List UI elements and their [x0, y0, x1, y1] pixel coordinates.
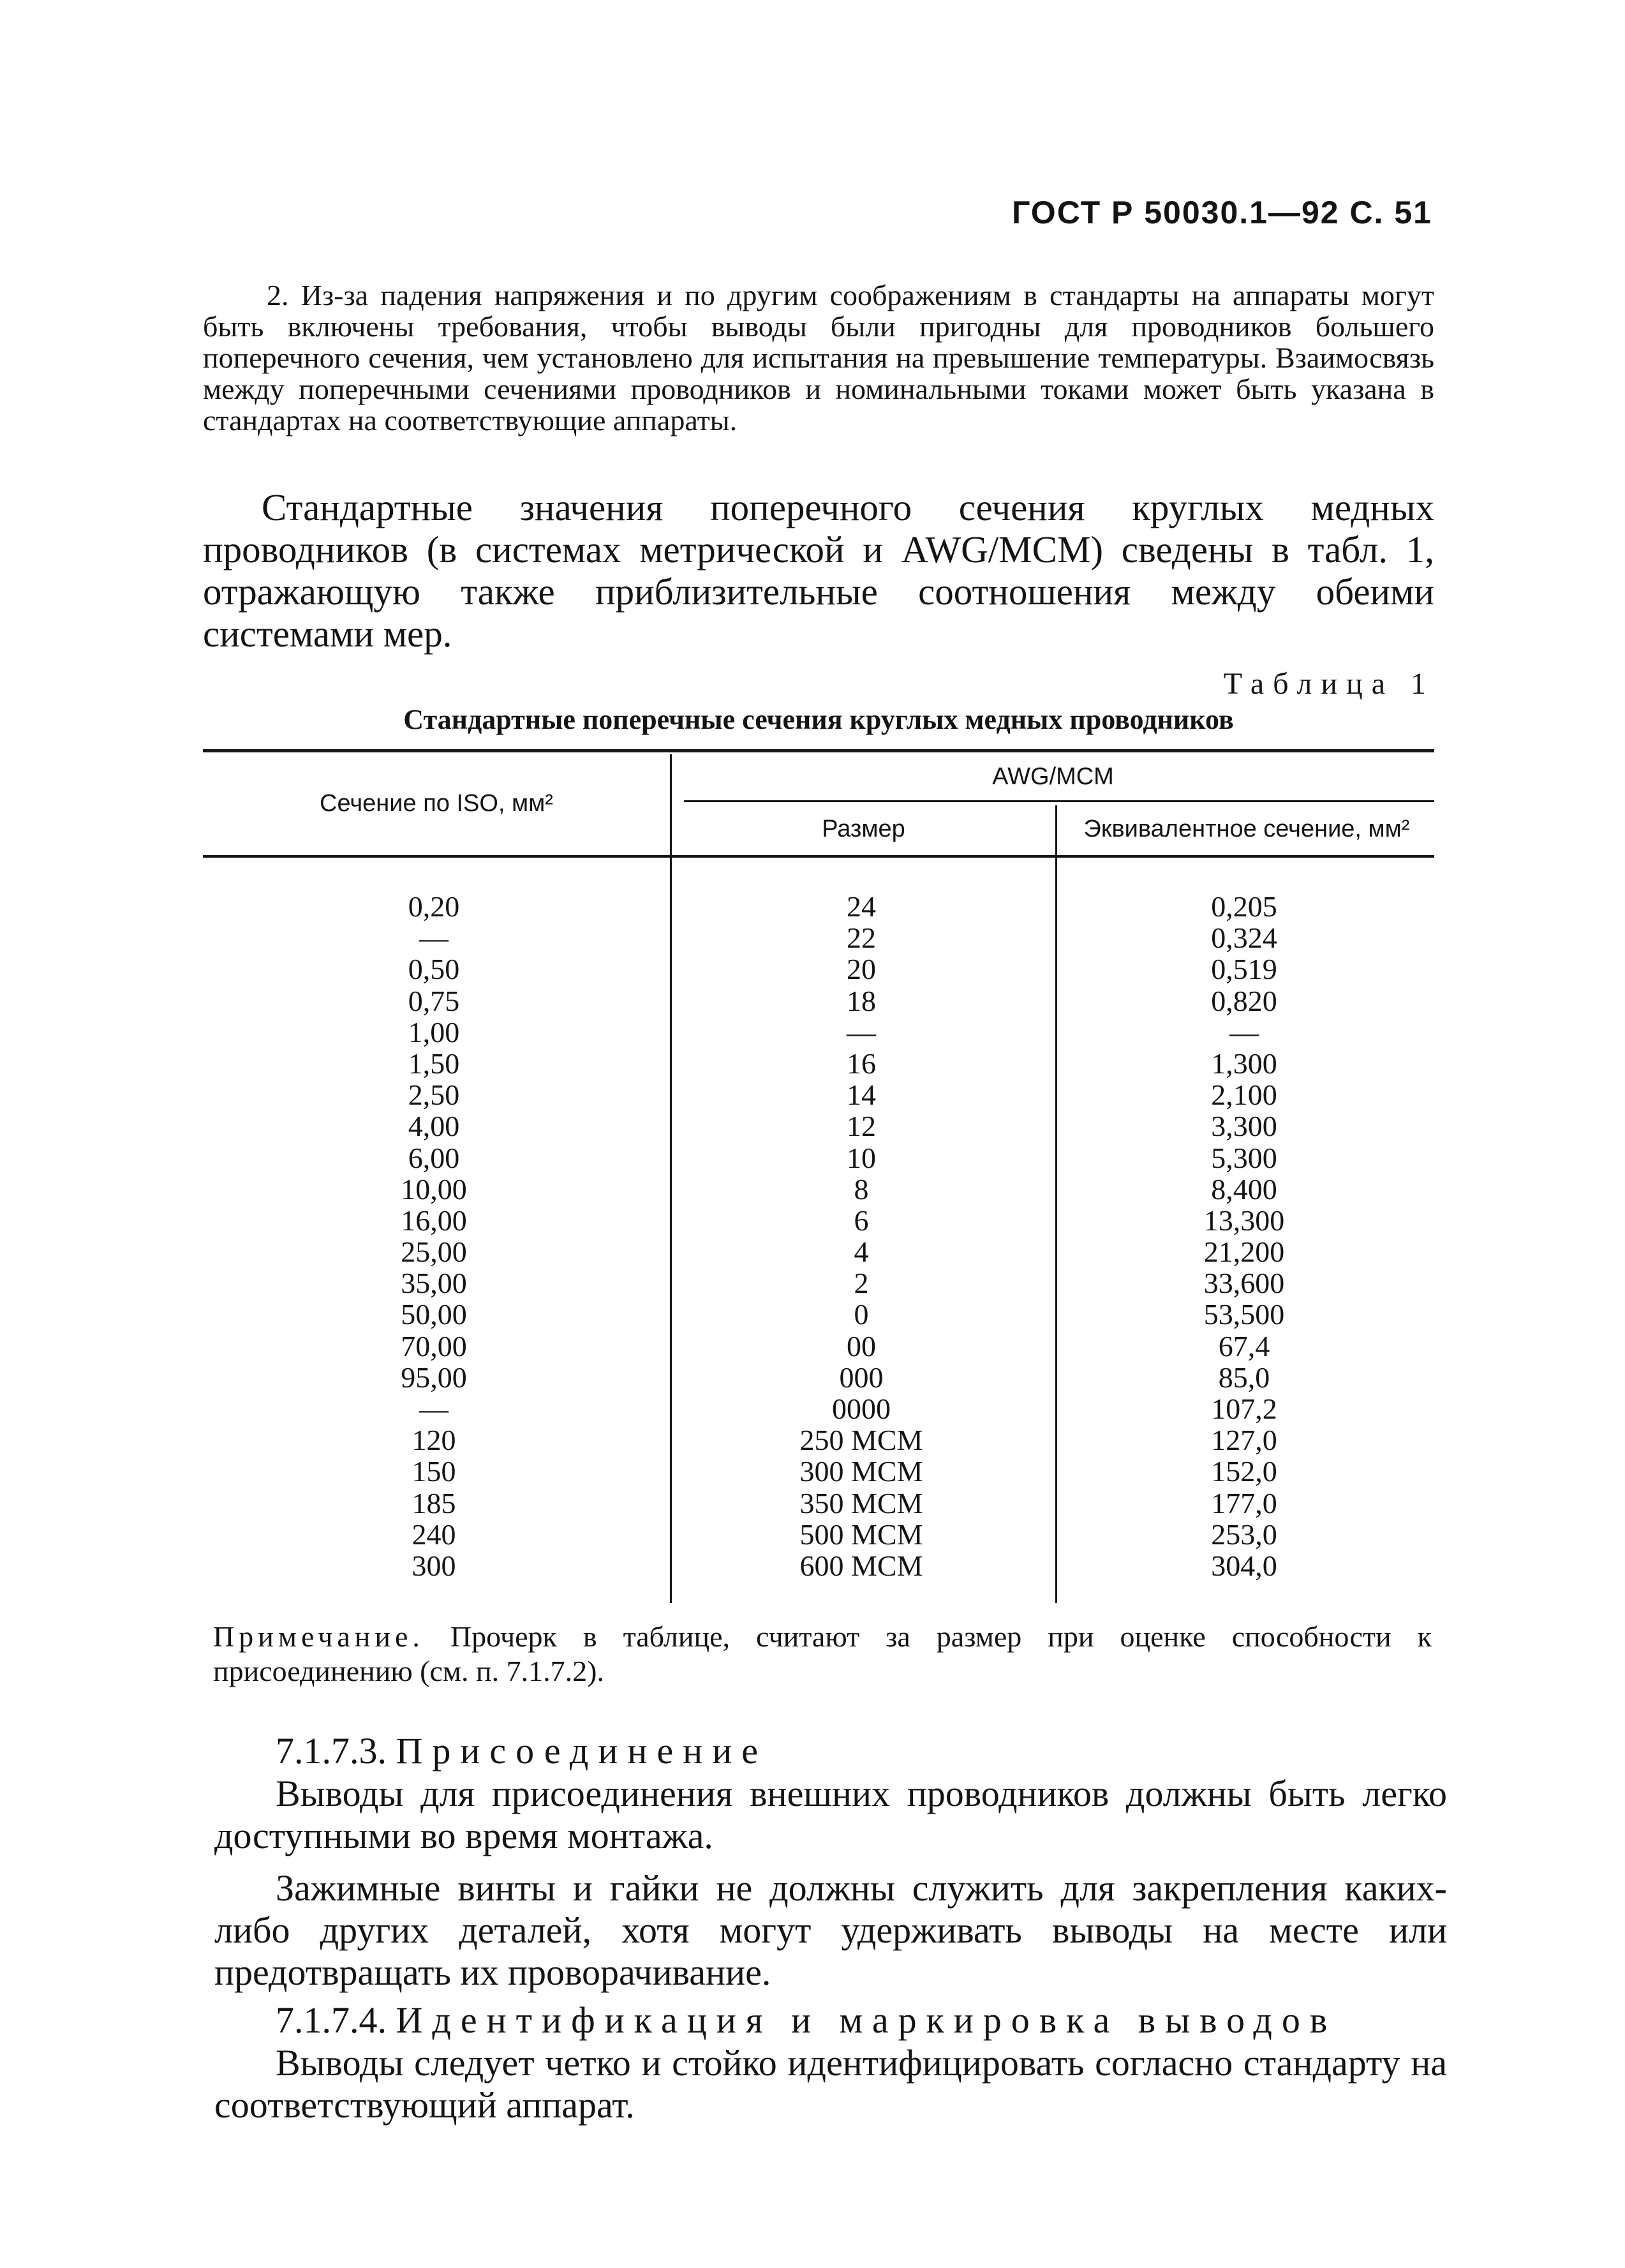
- cell-equivalent: 0,519: [1211, 953, 1277, 986]
- table-top-rule: [203, 749, 1434, 752]
- cell-equivalent: 53,500: [1203, 1298, 1285, 1331]
- header-equivalent-section: Эквивалентное сечение, мм²: [1083, 816, 1410, 842]
- cell-equivalent: 0,820: [1211, 984, 1277, 1017]
- cell-iso: 1,00: [408, 1015, 460, 1048]
- cell-awg-size: 250 MCM: [799, 1424, 923, 1457]
- table-number-label: Таблица 1: [1223, 667, 1435, 701]
- table-note-text: Прочерк в таблице, считают за размер при оценке способности к присоединению (см. п. 7.1.7.2).: [213, 1620, 1432, 1687]
- cell-iso: 95,00: [401, 1361, 467, 1394]
- cell-iso: —: [419, 1392, 449, 1425]
- cell-equivalent: 253,0: [1211, 1518, 1277, 1551]
- cell-equivalent: 13,300: [1203, 1204, 1285, 1237]
- cell-equivalent: 1,300: [1211, 1047, 1277, 1080]
- cell-equivalent: 2,100: [1211, 1078, 1277, 1112]
- cell-awg-size: 300 MCM: [799, 1455, 923, 1488]
- section-7-1-7-3-paragraph-2: [214, 1867, 1447, 1994]
- document-header-code: ГОСТ Р 50030.1—92 С. 51: [1012, 195, 1432, 230]
- cell-awg-size: 350 MCM: [799, 1486, 923, 1519]
- cell-equivalent: 33,600: [1203, 1267, 1285, 1300]
- cell-equivalent: 5,300: [1211, 1141, 1277, 1174]
- note-paragraph: [203, 280, 1434, 436]
- cell-awg-size: 18: [847, 984, 876, 1017]
- cell-awg-size: 20: [847, 953, 876, 986]
- cell-awg-size: —: [847, 1015, 876, 1048]
- section-title-7-1-7-3: [276, 1729, 768, 1772]
- cell-equivalent: 85,0: [1218, 1361, 1270, 1394]
- cell-iso: 10,00: [401, 1172, 467, 1205]
- cell-awg-size: 22: [847, 921, 876, 955]
- section-number: 7.1.7.3.: [276, 1730, 387, 1772]
- cell-equivalent: 0,205: [1211, 890, 1277, 923]
- cell-equivalent: 0,324: [1211, 921, 1277, 955]
- cell-awg-size: 0000: [832, 1392, 891, 1425]
- cell-equivalent: 152,0: [1211, 1455, 1277, 1488]
- cell-iso: 50,00: [401, 1298, 467, 1331]
- cell-awg-size: 10: [847, 1141, 876, 1174]
- cell-awg-size: 000: [839, 1361, 884, 1394]
- intro-text: Стандартные значения поперечного сечения круглых медных проводников (в системах метрической и AWG/MCM) сведены в табл. 1, отражающую также приблизительные соотношения между обеими системами мер.: [203, 486, 1434, 655]
- table-column-divider-1: [670, 754, 672, 1603]
- header-awg-mcm: AWG/MCM: [992, 763, 1114, 790]
- cell-iso: 0,20: [408, 890, 460, 923]
- cell-equivalent: 67,4: [1218, 1329, 1270, 1362]
- cell-awg-size: 6: [854, 1204, 869, 1237]
- table-column-divider-2: [1055, 805, 1057, 1603]
- intro-paragraph: [203, 486, 1434, 655]
- cell-iso: 16,00: [401, 1204, 467, 1237]
- paragraph-text: Выводы для присоединения внешних проводников должны быть легко доступными во время монтажа.: [214, 1773, 1447, 1856]
- header-size: Размер: [822, 816, 905, 842]
- table-header-bottom-rule: [203, 855, 1434, 858]
- cell-iso: 2,50: [408, 1078, 460, 1112]
- cell-iso: 150: [412, 1455, 456, 1488]
- table-note: [213, 1620, 1432, 1689]
- section-heading: Идентификация и маркировка выводов: [396, 1999, 1337, 2041]
- note-text: 2. Из-за падения напряжения и по другим соображениям в стандарты на аппараты могут быть включены требования, чтобы выводы были пригодны для проводников большего поперечного сечения, чем установлено для испытания на превышение температуры. Взаимосвязь между поперечными сечениями проводников и номинальными токами может быть указана в стандартах на соответствующие аппараты.: [203, 279, 1434, 436]
- cell-equivalent: 304,0: [1211, 1549, 1277, 1582]
- cell-awg-size: 0: [854, 1298, 869, 1331]
- section-7-1-7-4-paragraph-1: [214, 2042, 1447, 2126]
- column-awg-size-values: [746, 891, 976, 1581]
- cell-iso: —: [419, 921, 449, 955]
- column-iso-values: [332, 891, 536, 1581]
- cell-equivalent: —: [1229, 1015, 1259, 1048]
- cell-awg-size: 600 MCM: [799, 1549, 923, 1582]
- cell-iso: 4,00: [408, 1110, 460, 1143]
- cell-equivalent: 8,400: [1211, 1172, 1277, 1205]
- table-caption: Стандартные поперечные сечения круглых медных проводников: [403, 704, 1234, 735]
- cell-awg-size: 4: [854, 1235, 869, 1269]
- cell-iso: 185: [412, 1486, 456, 1519]
- column-equivalent-values: [1142, 891, 1346, 1581]
- cell-iso: 300: [412, 1549, 456, 1582]
- section-number: 7.1.7.4.: [276, 1999, 387, 2041]
- cell-awg-size: 2: [854, 1267, 869, 1300]
- cell-awg-size: 24: [847, 890, 876, 923]
- cell-iso: 35,00: [401, 1267, 467, 1300]
- cell-awg-size: 500 MCM: [799, 1518, 923, 1551]
- section-title-7-1-7-4: [276, 1999, 1337, 2041]
- paragraph-text: Выводы следует четко и стойко идентифицировать согласно стандарту на соответствующий аппарат.: [214, 2042, 1447, 2126]
- cell-equivalent: 21,200: [1203, 1235, 1285, 1269]
- cell-iso: 25,00: [401, 1235, 467, 1269]
- cell-equivalent: 127,0: [1211, 1424, 1277, 1457]
- cell-equivalent: 3,300: [1211, 1110, 1277, 1143]
- cell-equivalent: 107,2: [1211, 1392, 1277, 1425]
- section-heading: Присоединение: [396, 1730, 768, 1772]
- awg-header-rule: [684, 800, 1434, 802]
- cell-awg-size: 12: [847, 1110, 876, 1143]
- cell-iso: 1,50: [408, 1047, 460, 1080]
- cell-iso: 120: [412, 1424, 456, 1457]
- section-7-1-7-3-paragraph-1: [214, 1773, 1447, 1857]
- table-note-label: Примечание.: [213, 1620, 424, 1653]
- cell-equivalent: 177,0: [1211, 1486, 1277, 1519]
- cell-iso: 0,50: [408, 953, 460, 986]
- cell-iso: 240: [412, 1518, 456, 1551]
- cell-iso: 6,00: [408, 1141, 460, 1174]
- cell-awg-size: 00: [847, 1329, 876, 1362]
- cell-awg-size: 16: [847, 1047, 876, 1080]
- cell-iso: 70,00: [401, 1329, 467, 1362]
- cell-awg-size: 14: [847, 1078, 876, 1112]
- paragraph-text: Зажимные винты и гайки не должны служить для закрепления каких-либо других деталей, хотя могут удерживать выводы на месте или предотвращать их проворачивание.: [214, 1867, 1447, 1993]
- header-iso-section: Сечение по ISO, мм²: [320, 790, 553, 817]
- cell-awg-size: 8: [854, 1172, 869, 1205]
- cell-iso: 0,75: [408, 984, 460, 1017]
